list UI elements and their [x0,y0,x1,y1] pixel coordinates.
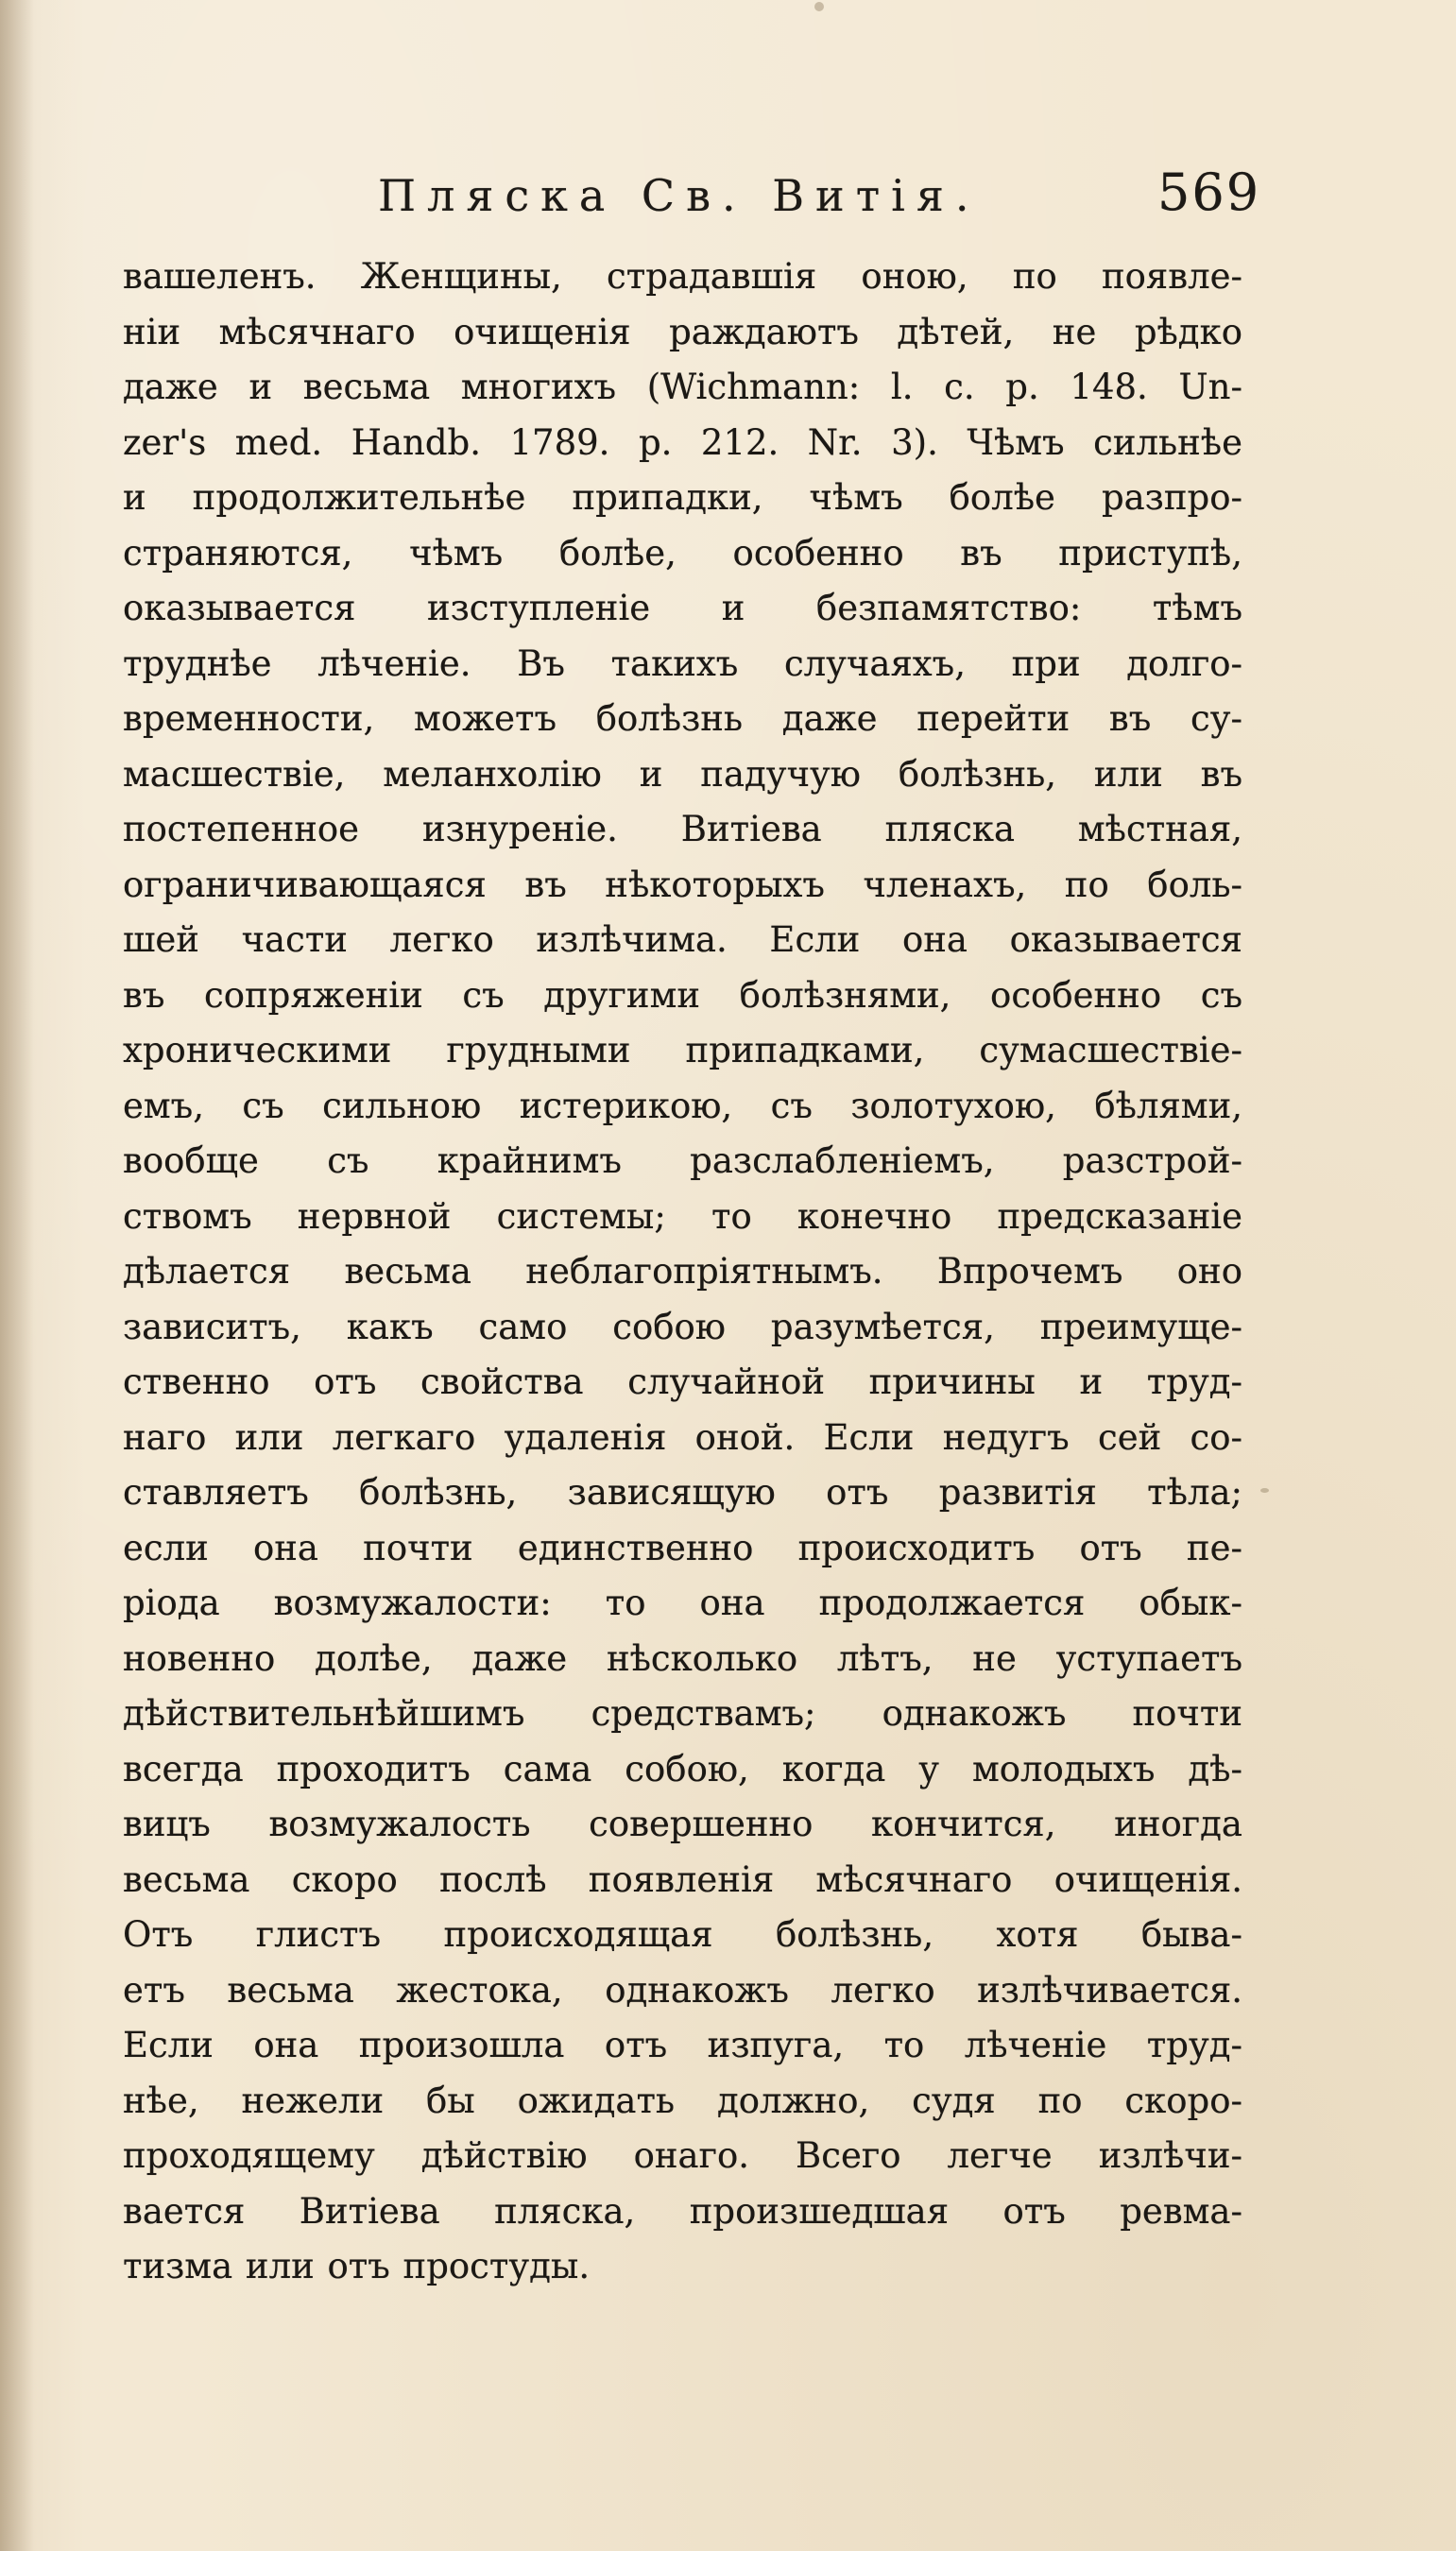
text-line: временности, можетъ болѣзнь даже перейти въ су- [123,698,1242,739]
text-line: масшествіе, меланхолію и падучую болѣзнь, или въ [123,753,1242,795]
text-line: всегда проходитъ сама собою, когда у молодыхъ дѣ- [123,1748,1242,1789]
text-line: zer's med. Handb. 1789. p. 212. Nr. 3). Чѣмъ сильнѣе [123,421,1242,463]
text-line: Если она произошла отъ изпуга, то лѣченіе труд- [123,2025,1242,2065]
ink-spot [814,2,824,11]
text-line: наго или легкаго удаленія оной. Если недугъ сей со- [123,1416,1242,1458]
text-line: вается Витіева пляска, произшедшая отъ ревма- [123,2190,1242,2232]
text-line: постепенное изнуреніе. Витіева пляска мѣстная, [123,809,1242,849]
text-line: дѣйствительнѣйшимъ средствамъ; однакожъ почти [123,1693,1242,1734]
text-line: ственно отъ свойства случайной причины и труд- [123,1361,1242,1402]
text-line: дѣлается весьма неблагопріятнымъ. Впрочемъ оно [123,1251,1242,1292]
text-line: вообще съ крайнимъ разслабленіемъ, разстрой- [123,1140,1242,1181]
text-line: если она почти единственно происходитъ отъ пе- [123,1527,1242,1568]
text-line: и продолжительнѣе припадки, чѣмъ болѣе разпро- [123,477,1242,518]
text-line: труднѣе лѣченіе. Въ такихъ случаяхъ, при долго- [123,642,1242,684]
text-line: оказывается изступленіе и безпамятство: тѣмъ [123,588,1242,628]
text-line: хроническими грудными припадками, сумасшествіе- [123,1030,1242,1070]
text-line: вицъ возмужалость совершенно кончится, иногда [123,1804,1242,1844]
text-line-last: тизма или отъ простуды. [123,2246,591,2286]
ink-spot [1260,1488,1269,1493]
text-line: даже и весьма многихъ (Wichmann: l. c. p. 148. Un- [123,367,1242,407]
text-line: Отъ глистъ происходящая болѣзнь, хотя быва- [123,1914,1242,1955]
text-line: въ сопряженіи съ другими болѣзнями, особенно съ [123,974,1242,1016]
text-line: етъ весьма жестока, однакожъ легко излѣчивается. [123,1969,1242,2011]
text-line: новенно долѣе, даже нѣсколько лѣтъ, не уступаетъ [123,1637,1242,1679]
text-line: ніи мѣсячнаго очищенія раждаютъ дѣтей, не рѣдко [123,311,1242,352]
running-head: Пляска Св. Витія. [378,170,981,221]
text-line: ограничивающаяся въ нѣкоторыхъ членахъ, по боль- [123,864,1242,905]
text-line: шей части легко излѣчима. Если она оказывается [123,919,1242,960]
text-line: ріода возмужалости: то она продолжается обык- [123,1583,1242,1623]
text-line: вашеленъ. Женщины, страдавшія оною, по появле- [123,256,1242,297]
text-line: зависитъ, какъ само собою разумѣется, преимуще- [123,1306,1242,1347]
text-line: весьма скоро послѣ появленія мѣсячнаго очищенія. [123,1858,1242,1900]
text-line: емъ, съ сильною истерикою, съ золотухою, бѣлями, [123,1085,1242,1126]
text-line: ставляетъ болѣзнь, зависящую отъ развитія тѣла; [123,1472,1242,1513]
body-text [123,249,1242,2295]
page-header [0,161,1456,236]
page-number: 569 [1157,163,1261,222]
text-line: проходящему дѣйствію онаго. Всего легче излѣчи- [123,2135,1242,2176]
text-line: страняются, чѣмъ болѣе, особенно въ приступѣ, [123,532,1242,574]
page-edge-shadow [0,0,34,2551]
text-line: нѣе, нежели бы ожидать должно, судя по скоро- [123,2080,1242,2121]
text-line: ствомъ нервной системы; то конечно предсказаніе [123,1195,1242,1237]
